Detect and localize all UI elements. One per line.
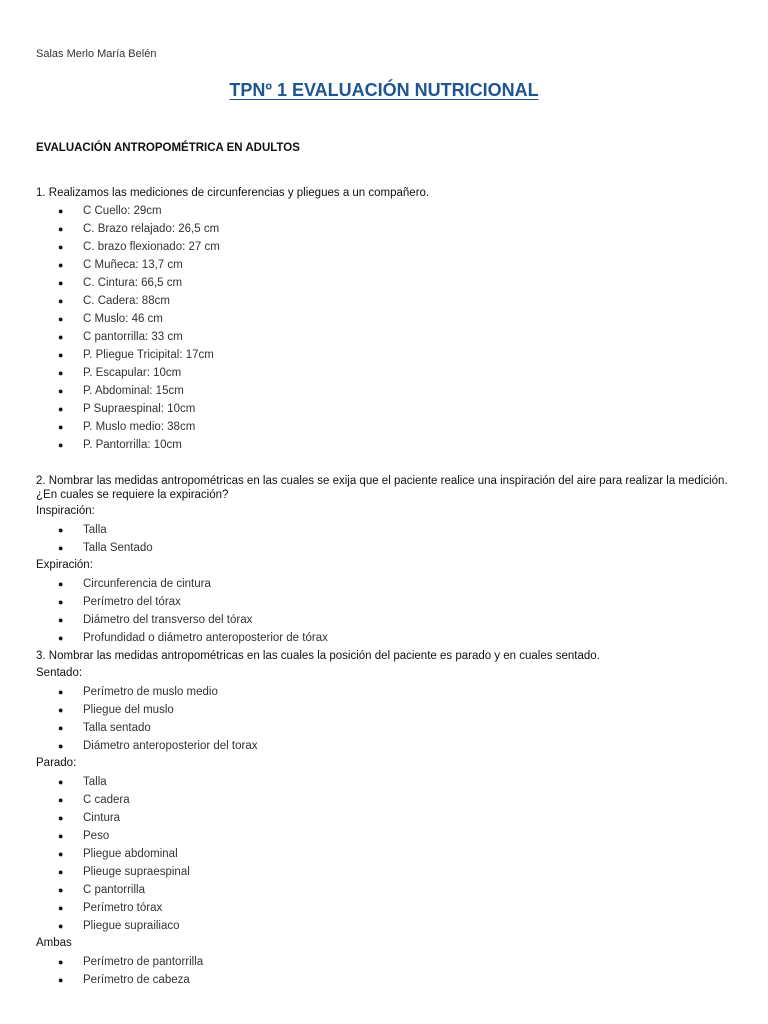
bullet-icon: ● [58, 831, 64, 841]
bullet-icon: ● [58, 278, 64, 288]
bullet-icon: ● [58, 723, 64, 733]
list-item [0, 845, 190, 863]
list-item [0, 737, 258, 755]
sentado-label: Sentado: [36, 667, 83, 679]
bullet-icon: ● [58, 314, 64, 324]
list-item-text: C Cuello: 29cm [83, 205, 162, 217]
bullet-icon: ● [58, 597, 64, 607]
ambas-label: Ambas [36, 937, 72, 949]
bullet-icon: ● [58, 206, 64, 216]
inspiracion-label: Inspiración: [36, 505, 95, 517]
bullet-icon: ● [58, 633, 64, 643]
list-item-text: Profundidad o diámetro anteroposterior de tórax [83, 632, 328, 644]
list-item-text: Plieuge supraespinal [83, 866, 190, 878]
list-item-text: C pantorrilla: 33 cm [83, 331, 183, 343]
list-item-text: C cadera [83, 794, 130, 806]
list-item [0, 274, 220, 292]
bullet-icon: ● [58, 615, 64, 625]
bullet-icon: ● [58, 957, 64, 967]
list-item [0, 719, 258, 737]
list-item [0, 611, 328, 629]
list-item-text: P. Pantorrilla: 10cm [83, 439, 182, 451]
bullet-icon: ● [58, 579, 64, 589]
list-item-text: Talla [83, 776, 107, 788]
list-item-text: C. Cadera: 88cm [83, 295, 170, 307]
bullet-icon: ● [58, 687, 64, 697]
list-item [0, 436, 220, 454]
q1-measurements-list [0, 202, 220, 454]
list-item [0, 382, 220, 400]
parado-label: Parado: [36, 757, 77, 769]
list-item [0, 328, 220, 346]
sentado-list [0, 683, 258, 755]
list-item-text: Pliegue del muslo [83, 704, 174, 716]
list-item [0, 202, 220, 220]
list-item-text: Cintura [83, 812, 121, 824]
list-item-text: P. Pliegue Tricipital: 17cm [83, 349, 214, 361]
list-item-text: Pliegue suprailiaco [83, 920, 180, 932]
list-item-text: Perímetro tórax [83, 902, 163, 914]
list-item [0, 971, 203, 989]
list-item [0, 773, 190, 791]
bullet-icon: ● [58, 350, 64, 360]
list-item [0, 629, 328, 647]
list-item [0, 364, 220, 382]
bullet-icon: ● [58, 296, 64, 306]
list-item-text: C Muñeca: 13,7 cm [83, 259, 183, 271]
expiracion-list [0, 575, 328, 647]
list-item-text: C. brazo flexionado: 27 cm [83, 241, 220, 253]
list-item [0, 238, 220, 256]
list-item [0, 827, 190, 845]
bullet-icon: ● [58, 525, 64, 535]
ambas-list [0, 953, 203, 989]
list-item [0, 256, 220, 274]
inspiracion-list [0, 521, 153, 557]
expiracion-label: Expiración: [36, 559, 93, 571]
list-item [0, 593, 328, 611]
bullet-icon: ● [58, 224, 64, 234]
bullet-icon: ● [58, 332, 64, 342]
bullet-icon: ● [58, 885, 64, 895]
list-item [0, 683, 258, 701]
list-item-text: Diámetro anteroposterior del torax [83, 740, 258, 752]
list-item [0, 521, 153, 539]
bullet-icon: ● [58, 867, 64, 877]
bullet-icon: ● [58, 795, 64, 805]
list-item [0, 899, 190, 917]
bullet-icon: ● [58, 777, 64, 787]
list-item-text: C. Brazo relajado: 26,5 cm [83, 223, 220, 235]
list-item-text: C pantorrilla [83, 884, 145, 896]
list-item [0, 881, 190, 899]
list-item [0, 539, 153, 557]
bullet-icon: ● [58, 422, 64, 432]
bullet-icon: ● [58, 386, 64, 396]
bullet-icon: ● [58, 543, 64, 553]
list-item [0, 917, 190, 935]
list-item-text: C. Cintura: 66,5 cm [83, 277, 183, 289]
list-item [0, 863, 190, 881]
list-item-text: P Supraespinal: 10cm [83, 403, 196, 415]
list-item [0, 791, 190, 809]
bullet-icon: ● [58, 813, 64, 823]
list-item-text: Talla [83, 524, 107, 536]
parado-list [0, 773, 190, 935]
bullet-icon: ● [58, 921, 64, 931]
list-item-text: Perímetro de muslo medio [83, 686, 218, 698]
list-item-text: Perímetro de cabeza [83, 974, 190, 986]
list-item [0, 292, 220, 310]
bullet-icon: ● [58, 705, 64, 715]
list-item-text: Talla Sentado [83, 542, 153, 554]
bullet-icon: ● [58, 741, 64, 751]
list-item [0, 400, 220, 418]
list-item [0, 701, 258, 719]
list-item-text: Perímetro de pantorrilla [83, 956, 204, 968]
section-heading: EVALUACIÓN ANTROPOMÉTRICA EN ADULTOS [36, 142, 300, 154]
document-title: TPNº 1 EVALUACIÓN NUTRICIONAL [229, 80, 539, 100]
list-item [0, 220, 220, 238]
bullet-icon: ● [58, 260, 64, 270]
list-item-text: Diámetro del transverso del tórax [83, 614, 253, 626]
author-name: Salas Merlo María Belén [36, 48, 157, 60]
list-item-text: Perímetro del tórax [83, 596, 181, 608]
bullet-icon: ● [58, 368, 64, 378]
bullet-icon: ● [58, 440, 64, 450]
list-item [0, 418, 220, 436]
bullet-icon: ● [58, 975, 64, 985]
list-item [0, 809, 190, 827]
list-item-text: C Muslo: 46 cm [83, 313, 163, 325]
list-item-text: Circunferencia de cintura [83, 578, 211, 590]
question-1: 1. Realizamos las mediciones de circunferencias y pliegues a un compañero. [36, 187, 430, 199]
list-item-text: P. Abdominal: 15cm [83, 385, 184, 397]
list-item [0, 953, 203, 971]
bullet-icon: ● [58, 242, 64, 252]
list-item-text: Pliegue abdominal [83, 848, 178, 860]
bullet-icon: ● [58, 903, 64, 913]
list-item [0, 310, 220, 328]
question-3: 3. Nombrar las medidas antropométricas en las cuales la posición del paciente es parado y en cuales sentado. [36, 650, 600, 662]
bullet-icon: ● [58, 404, 64, 414]
bullet-icon: ● [58, 849, 64, 859]
list-item-text: P. Muslo medio: 38cm [83, 421, 196, 433]
list-item-text: Talla sentado [83, 722, 151, 734]
list-item-text: P. Escapular: 10cm [83, 367, 182, 379]
list-item [0, 346, 220, 364]
question-2: 2. Nombrar las medidas antropométricas en las cuales se exija que el paciente realice una inspiración del aire para realizar la medición. ¿En cuales se requiere la expiración? [36, 475, 728, 501]
list-item-text: Peso [83, 830, 110, 842]
list-item [0, 575, 328, 593]
